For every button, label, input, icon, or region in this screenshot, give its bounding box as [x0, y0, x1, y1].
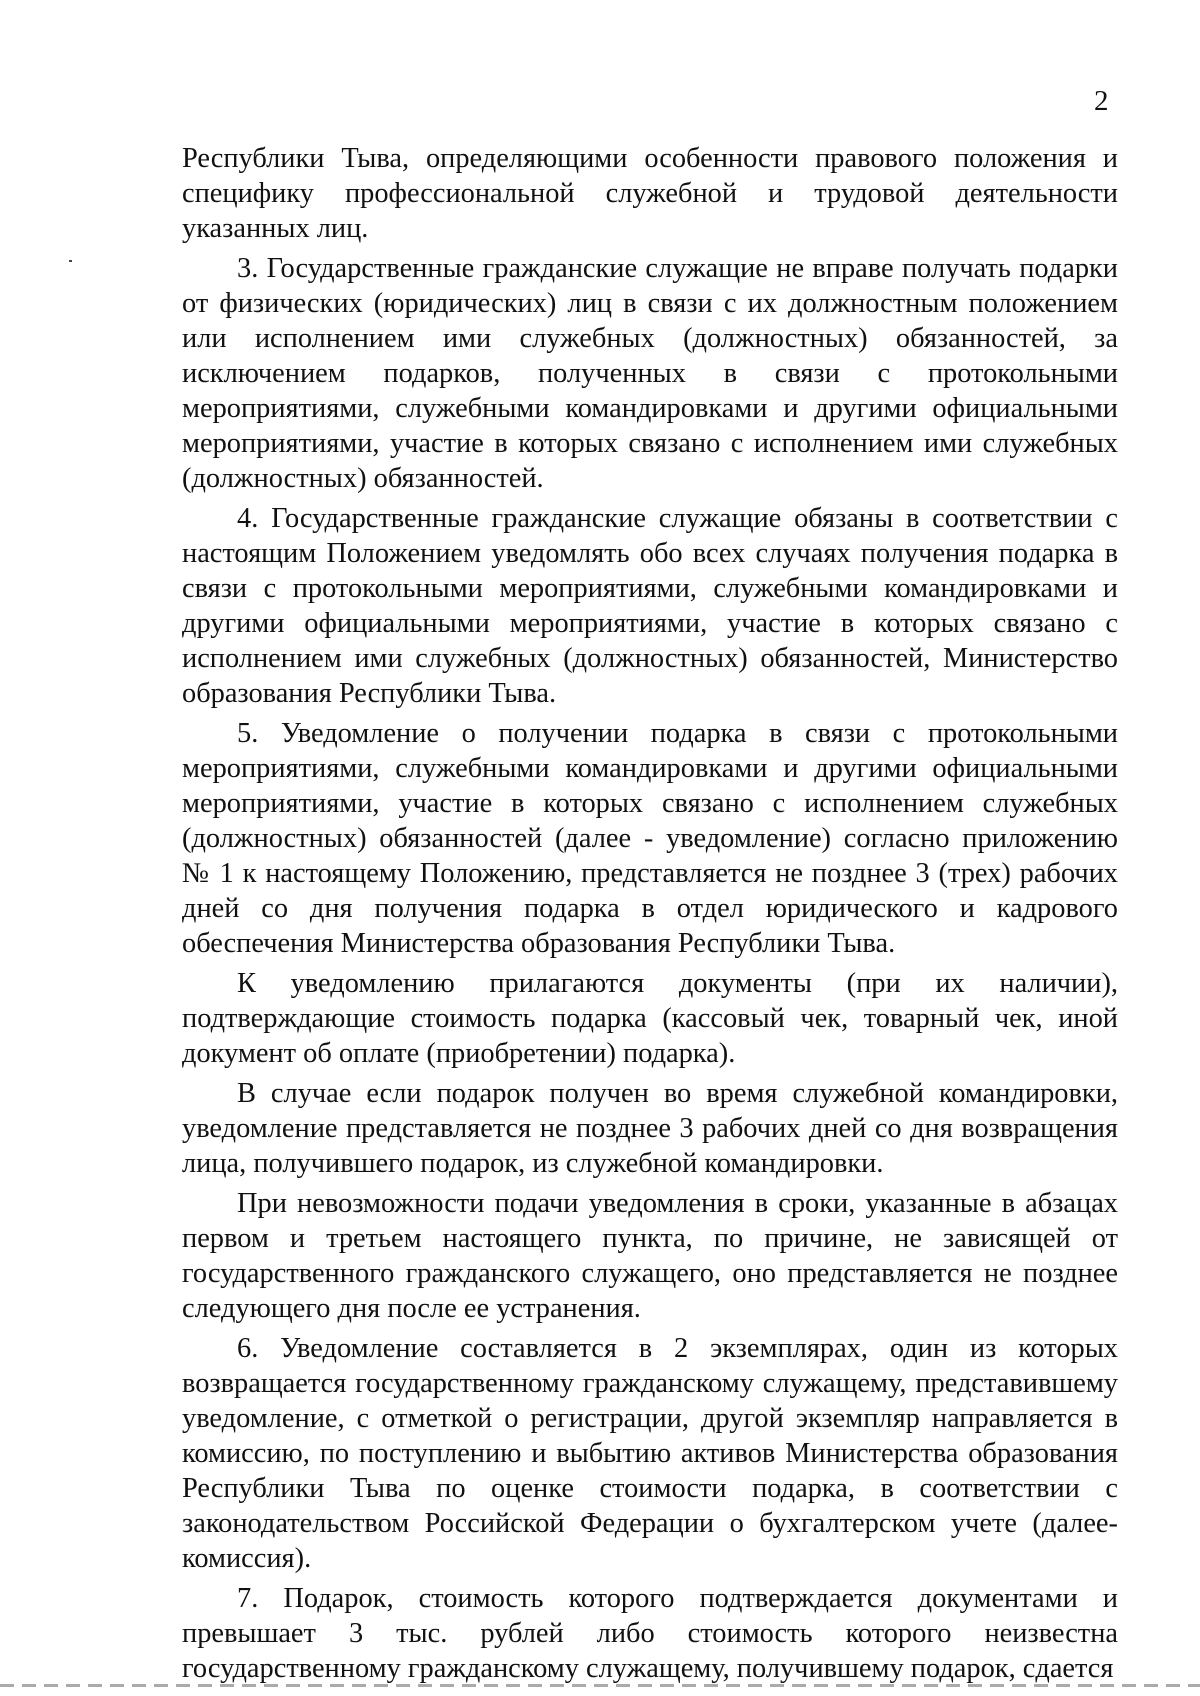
paragraph-clause-5-business-trip: В случае если подарок получен во время служебной командировки, уведомление представляется не позднее 3 рабочих дней со дня возвращения лица, получившего подарок, из служебной командировки. [182, 1078, 1118, 1179]
paragraph-clause-5-impossibility: При невозможности подачи уведомления в сроки, указанные в абзацах первом и третьем настоящего пункта, по причине, не зависящей от государственного гражданского служащего, оно представляется не позднее следующего дня после ее устранения. [182, 1188, 1118, 1324]
paragraph-clause-6: 6. Уведомление составляется в 2 экземплярах, один из которых возвращается государственному гражданскому служащему, представившему уведомление, с отметкой о регистрации, другой экземпляр направляется в комиссию, по поступлению и выбытию активов Министерства образования Республики Тыва по оценке стоимости подарка, в соответствии с законодательством Российской Федерации о бухгалтерском учете (далее-комиссия). [182, 1333, 1118, 1574]
paragraph-clause-5: 5. Уведомление о получении подарка в связи с протокольными мероприятиями, служебными командировками и другими официальными мероприятиями, участие в которых связано с исполнением служебных (должностных) обязанностей (далее - уведомление) согласно приложению № 1 к настоящему Положению, представляется не позднее 3 (трех) рабочих дней со дня получения подарка в отдел юридического и кадрового обеспечения Министерства образования Республики Тыва. [182, 718, 1118, 959]
paragraph-clause-7: 7. Подарок, стоимость которого подтверждается документами и превышает 3 тыс. рублей либо стоимость которого неизвестна государственному гражданскому служащему, получившему подарок, сдается [182, 1583, 1118, 1684]
scan-artifact [69, 260, 72, 262]
paragraph-clause-4: 4. Государственные гражданские служащие обязаны в соответствии с настоящим Положением уведомлять обо всех случаях получения подарка в связи с протокольными мероприятиями, служебными командировками и другими официальными мероприятиями, участие в которых связано с исполнением ими служебных (должностных) обязанностей, Министерство образования Республики Тыва. [182, 503, 1118, 709]
page-number: 2 [1094, 85, 1109, 117]
paragraph-continuation: Республики Тыва, определяющими особенности правового положения и специфику профессиональной служебной и трудовой деятельности указанных лиц. [182, 143, 1118, 244]
document-body [182, 141, 1118, 1686]
paragraph-clause-5-attachments: К уведомлению прилагаются документы (при их наличии), подтверждающие стоимость подарка (кассовый чек, товарный чек, иной документ об оплате (приобретении) подарка). [182, 968, 1118, 1069]
scan-edge-artifact [0, 1684, 1200, 1687]
paragraph-clause-3: 3. Государственные гражданские служащие не вправе получать подарки от физических (юридических) лиц в связи с их должностным положением или исполнением ими служебных (должностных) обязанностей, за исключением подарков, полученных в связи с протокольными мероприятиями, служебными командировками и другими официальными мероприятиями, участие в которых связано с исполнением ими служебных (должностных) обязанностей. [182, 253, 1118, 494]
